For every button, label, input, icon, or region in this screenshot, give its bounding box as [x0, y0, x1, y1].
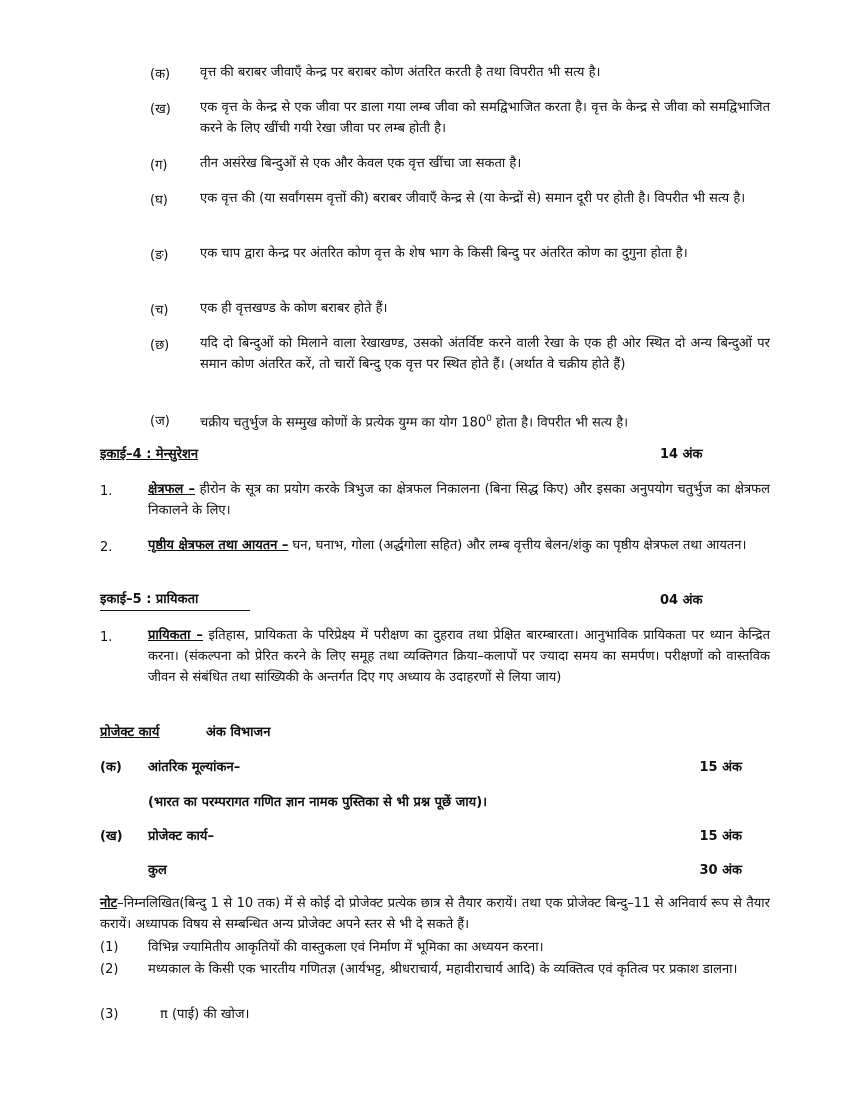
theorem-text: एक चाप द्वारा केन्द्र पर अंतरित कोण वृत्त के शेष भाग के किसी बिन्दु पर अंतरित कोण का दुगुना होता है। [200, 246, 688, 261]
unit5-heading: इकाई–5 : प्रायिकता [100, 590, 250, 611]
theorem-marker: (ङ) [150, 248, 169, 263]
unit4-heading: इकाई–4 : मेन्सुरेशन [100, 447, 199, 462]
unit5-item-number: 1. [100, 630, 113, 645]
project-row-marker: (ख) [100, 829, 123, 844]
theorem-marker: (घ) [150, 193, 168, 208]
project-row-marker: (क) [100, 760, 122, 775]
theorem-marker: (च) [150, 303, 169, 318]
note-label: नोट [100, 896, 118, 911]
project-total-marks: 30 अंक [699, 863, 742, 878]
unit5-item-title: प्रायिकता – [148, 628, 203, 643]
theorem-marker: (छ) [150, 338, 170, 353]
unit4-item-text: हीरोन के सूत्र का प्रयोग करके त्रिभुज का क्षेत्रफल निकालना (बिना सिद्ध किए) और इसका अनुपयोग चतुर्भुज का क्षेत्रफल निकालने के लिए। [148, 482, 770, 518]
project-row-label: प्रोजेक्ट कार्य– [148, 829, 214, 844]
project-row-label: आंतरिक मूल्यांकन– [148, 760, 241, 775]
degree-superscript: 0 [486, 414, 492, 424]
theorem-marker: (ग) [150, 158, 168, 173]
theorem-marker: (क) [150, 67, 171, 82]
note-item-text: विभिन्न ज्यामितीय आकृतियों की वास्तुकला एवं निर्माण में भूमिका का अध्ययन करना। [148, 940, 544, 955]
unit4-item-number: 2. [100, 540, 113, 555]
theorem-text: यदि दो बिन्दुओं को मिलाने वाला रेखाखण्ड, उसको अंतर्विष्ट करने वाली रेखा के एक ही ओर स्थित दो अन्य बिन्दुओं पर समान कोण अंतरित करें, तो चारों बिन्दु एक वृत्त पर स्थित होते हैं। (अर्थात वे चक्रीय होते हैं) [200, 336, 770, 372]
theorem-text: चक्रीय चतुर्भुज के सम्मुख कोणों के प्रत्येक युग्म का योग $180^0$ होता है। विपरीत भी सत्य है। [200, 414, 629, 431]
unit5-item-text: इतिहास, प्रायिकता के परिप्रेक्ष्य में परीक्षण का दुहराव तथा प्रेक्षित बारम्बारता। आनुभाविक प्रायिकता पर ध्यान केन्द्रित करना। (संकल्पना को प्रेरित करने के लिए समूह तथा व्यक्तिगत क्रिया–कलापों पर ज्यादा समय का समर्पण। परीक्षणों को वास्तविक जीवन से संबंधित तथा सांख्यिकी के अन्तर्गत दिए गए अध्याय के उदाहरणों से लिया जाय) [148, 628, 770, 685]
theorem-text: तीन असंरेख बिन्दुओं से एक और केवल एक वृत्त खींचा जा सकता है। [200, 156, 522, 171]
theorem-marker: (ज) [150, 414, 170, 429]
project-row-marks: 15 अंक [699, 760, 742, 775]
unit4-marks: 14 अंक [660, 447, 703, 462]
unit5-marks: 04 अंक [660, 593, 703, 608]
project-subheading: अंक विभाजन [206, 725, 271, 740]
note-item-number: (2) [100, 962, 119, 977]
unit4-item-title: पृष्ठीय क्षेत्रफल तथा आयतन – [148, 538, 289, 553]
theorem-text: एक ही वृत्तखण्ड के कोण बराबर होते हैं। [200, 301, 388, 316]
note-item-text: π (पाई) की खोज। [160, 1007, 250, 1022]
theorem-marker: (ख) [150, 102, 171, 117]
project-row-marks: 15 अंक [699, 829, 742, 844]
unit4-item [148, 479, 770, 521]
project-heading: प्रोजेक्ट कार्य [100, 725, 160, 740]
project-note-line: (भारत का परम्परागत गणित ज्ञान नामक पुस्तिका से भी प्रश्न पूछें जाय)। [148, 795, 488, 810]
theorem-text: एक वृत्त के केन्द्र से एक जीवा पर डाला गया लम्ब जीवा को समद्विभाजित करता है। वृत्त के केन्द्र से जीवा को समद्विभाजित करने के लिए खींची गयी रेखा जीवा पर लम्ब होती है। [200, 100, 770, 136]
theorem-text: वृत्त की बराबर जीवाएँ केन्द्र पर बराबर कोण अंतरित करती है तथा विपरीत भी सत्य है। [200, 65, 601, 80]
note-paragraph [100, 893, 770, 935]
theorem-text: एक वृत्त की (या सर्वांगसम वृत्तों की) बराबर जीवाएँ केन्द्र से (या केन्द्रों से) समान दूरी पर होती है। विपरीत भी सत्य है। [200, 191, 746, 206]
unit5-item [148, 625, 770, 688]
note-item-number: (1) [100, 940, 119, 955]
unit4-item-title: क्षेत्रफल – [148, 482, 195, 497]
note-item-number: (3) [100, 1007, 119, 1022]
note-item-text: मध्यकाल के किसी एक भारतीय गणितज्ञ (आर्यभट्ट, श्रीधराचार्य, महावीराचार्य आदि) के व्यक्तित्व एवं कृतित्व पर प्रकाश डालना। [148, 962, 738, 977]
project-total-label: कुल [148, 863, 167, 878]
note-text: –निम्नलिखित(बिन्दु 1 से 10 तक) में से कोई दो प्रोजेक्ट प्रत्येक छात्र से तैयार करायें। तथा एक प्रोजेक्ट बिन्दु–11 से अनिवार्य रूप से तैयार करायें। अध्यापक विषय से सम्बन्धित अन्य प्रोजेक्ट अपने स्तर से भी दे सकते हैं। [100, 896, 770, 932]
unit4-item-number: 1. [100, 484, 113, 499]
unit4-item-text: घन, घनाभ, गोला (अर्द्धगोला सहित) और लम्ब वृत्तीय बेलन/शंकु का पृष्ठीय क्षेत्रफल तथा आयतन। [288, 538, 747, 553]
unit4-item [148, 535, 770, 556]
